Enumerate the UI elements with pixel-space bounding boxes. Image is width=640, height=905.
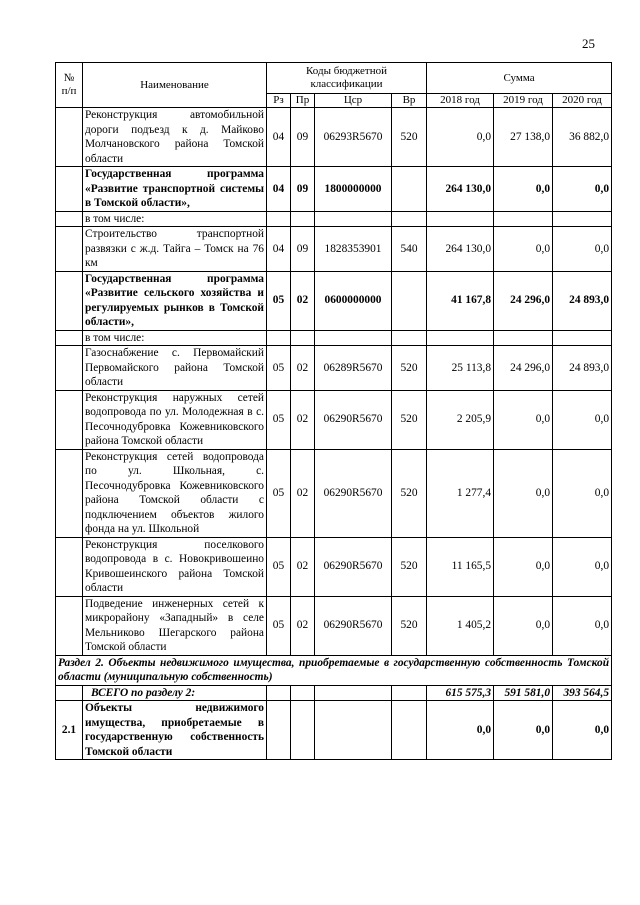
row-pr: 02 bbox=[291, 449, 315, 537]
row-csr: 1800000000 bbox=[315, 167, 392, 212]
row-csr: 0600000000 bbox=[315, 271, 392, 330]
row-pr: 09 bbox=[291, 167, 315, 212]
table-row bbox=[56, 108, 612, 167]
row-vr: 520 bbox=[392, 108, 427, 167]
section-title: Раздел 2. Объекты недвижимого имущества, приобретаемые в государственную собственность Томской области (муниципальную собственность) bbox=[56, 655, 612, 685]
row-rz: 05 bbox=[267, 346, 291, 391]
row-sum-2018: 1 277,4 bbox=[427, 449, 494, 537]
col-vr-header: Вр bbox=[392, 94, 427, 108]
row-pr: 02 bbox=[291, 390, 315, 449]
row-sum-2020: 0,0 bbox=[553, 227, 612, 272]
page-number: 25 bbox=[582, 36, 595, 51]
row-vr: 540 bbox=[392, 227, 427, 272]
row-rz: 05 bbox=[267, 271, 291, 330]
row-sum-2020: 24 893,0 bbox=[553, 346, 612, 391]
row-name: Реконструкция автомобильной дороги подъезд к д. Майково Молчановского района Томской области bbox=[83, 108, 267, 167]
row-rz: 04 bbox=[267, 227, 291, 272]
row-name: Газоснабжение с. Первомайский Первомайского района Томской области bbox=[83, 346, 267, 391]
table-row bbox=[56, 701, 612, 760]
row-sum-2020: 0,0 bbox=[553, 537, 612, 596]
row-pr: 09 bbox=[291, 227, 315, 272]
row-name: Реконструкция поселкового водопровода в с. Новокривошеино Кривошеинского района Томской области bbox=[83, 537, 267, 596]
row-sum-2018: 264 130,0 bbox=[427, 167, 494, 212]
table-row bbox=[56, 271, 612, 330]
row-rz: 05 bbox=[267, 596, 291, 655]
row-sum-2019: 0,0 bbox=[494, 537, 553, 596]
row-name: в том числе: bbox=[83, 211, 267, 227]
row-csr: 06293R5670 bbox=[315, 108, 392, 167]
row-sum-2019: 24 296,0 bbox=[494, 271, 553, 330]
row-name: Реконструкция сетей водопровода по ул. Школьная, с. Песочнодубровка Кожевниковского района Томской области с подключением объектов жилого фонда на ул. Школьной bbox=[83, 449, 267, 537]
row-number: 2.1 bbox=[56, 701, 83, 760]
row-pr: 02 bbox=[291, 346, 315, 391]
col-sum-header: Сумма bbox=[427, 63, 612, 94]
row-csr: 06289R5670 bbox=[315, 346, 392, 391]
row-name: Государственная программа «Развитие сельского хозяйства и регулируемых рынков в Томской области», bbox=[83, 271, 267, 330]
row-sum-2018: 1 405,2 bbox=[427, 596, 494, 655]
row-rz: 05 bbox=[267, 390, 291, 449]
row-sum-2020: 0,0 bbox=[553, 167, 612, 212]
col-no-header: № п/п bbox=[56, 63, 83, 108]
row-rz: 05 bbox=[267, 449, 291, 537]
row-vr bbox=[392, 167, 427, 212]
row-sum-2018: 41 167,8 bbox=[427, 271, 494, 330]
col-csr-header: Цср bbox=[315, 94, 392, 108]
row-sum-2019: 0,0 bbox=[494, 701, 553, 760]
table-row bbox=[56, 596, 612, 655]
row-rz: 04 bbox=[267, 108, 291, 167]
section-title-row bbox=[56, 655, 612, 685]
row-csr: 06290R5670 bbox=[315, 596, 392, 655]
row-rz: 05 bbox=[267, 537, 291, 596]
row-sum-2020: 0,0 bbox=[553, 701, 612, 760]
row-sum-2019: 27 138,0 bbox=[494, 108, 553, 167]
row-rz: 04 bbox=[267, 167, 291, 212]
section-total-2020: 393 564,5 bbox=[553, 685, 612, 701]
row-csr: 06290R5670 bbox=[315, 390, 392, 449]
row-sum-2020: 0,0 bbox=[553, 449, 612, 537]
row-sum-2018: 0,0 bbox=[427, 701, 494, 760]
table-row bbox=[56, 167, 612, 212]
row-sum-2018: 0,0 bbox=[427, 108, 494, 167]
row-sum-2019: 24 296,0 bbox=[494, 346, 553, 391]
row-csr: 06290R5670 bbox=[315, 537, 392, 596]
row-vr: 520 bbox=[392, 537, 427, 596]
section-total-row bbox=[56, 685, 612, 701]
col-pr-header: Пр bbox=[291, 94, 315, 108]
row-name: Подведение инженерных сетей к микрорайону «Западный» в селе Мельниково Шегарского района Томской области bbox=[83, 596, 267, 655]
row-sum-2018: 264 130,0 bbox=[427, 227, 494, 272]
row-pr: 02 bbox=[291, 537, 315, 596]
col-2019-header: 2019 год bbox=[494, 94, 553, 108]
table-row bbox=[56, 449, 612, 537]
row-vr: 520 bbox=[392, 596, 427, 655]
row-name: в том числе: bbox=[83, 330, 267, 346]
row-sum-2019: 0,0 bbox=[494, 390, 553, 449]
row-sum-2020: 0,0 bbox=[553, 596, 612, 655]
col-name-header: Наименование bbox=[83, 63, 267, 108]
row-vr: 520 bbox=[392, 346, 427, 391]
col-2020-header: 2020 год bbox=[553, 94, 612, 108]
row-pr: 02 bbox=[291, 596, 315, 655]
col-2018-header: 2018 год bbox=[427, 94, 494, 108]
row-pr: 02 bbox=[291, 271, 315, 330]
col-rz-header: Рз bbox=[267, 94, 291, 108]
row-sum-2019: 0,0 bbox=[494, 596, 553, 655]
row-sum-2018: 11 165,5 bbox=[427, 537, 494, 596]
section-total-2018: 615 575,3 bbox=[427, 685, 494, 701]
row-sum-2019: 0,0 bbox=[494, 449, 553, 537]
row-sum-2018: 2 205,9 bbox=[427, 390, 494, 449]
row-csr: 06290R5670 bbox=[315, 449, 392, 537]
row-sum-2019: 0,0 bbox=[494, 227, 553, 272]
col-codes-header: Коды бюджетной классификации bbox=[267, 63, 427, 94]
row-name: Государственная программа «Развитие транспортной системы в Томской области», bbox=[83, 167, 267, 212]
table-row bbox=[56, 227, 612, 272]
table-row bbox=[56, 211, 612, 227]
row-sum-2020: 24 893,0 bbox=[553, 271, 612, 330]
row-vr bbox=[392, 271, 427, 330]
row-vr: 520 bbox=[392, 390, 427, 449]
table-row bbox=[56, 346, 612, 391]
table-row bbox=[56, 330, 612, 346]
row-sum-2020: 0,0 bbox=[553, 390, 612, 449]
row-csr: 1828353901 bbox=[315, 227, 392, 272]
budget-table bbox=[55, 62, 612, 760]
table-row bbox=[56, 537, 612, 596]
row-name: Строительство транспортной развязки с ж.д. Тайга – Томск на 76 км bbox=[83, 227, 267, 272]
row-pr: 09 bbox=[291, 108, 315, 167]
section-total-2019: 591 581,0 bbox=[494, 685, 553, 701]
row-sum-2018: 25 113,8 bbox=[427, 346, 494, 391]
section-total-label: ВСЕГО по разделу 2: bbox=[83, 685, 267, 701]
row-sum-2020: 36 882,0 bbox=[553, 108, 612, 167]
row-vr: 520 bbox=[392, 449, 427, 537]
table-row bbox=[56, 390, 612, 449]
row-sum-2019: 0,0 bbox=[494, 167, 553, 212]
row-name: Реконструкция наружных сетей водопровода по ул. Молодежная в с. Песочнодубровка Кожевниковского района Томской области bbox=[83, 390, 267, 449]
row-name: Объекты недвижимого имущества, приобретаемые в государственную собственность Томской области bbox=[83, 701, 267, 760]
